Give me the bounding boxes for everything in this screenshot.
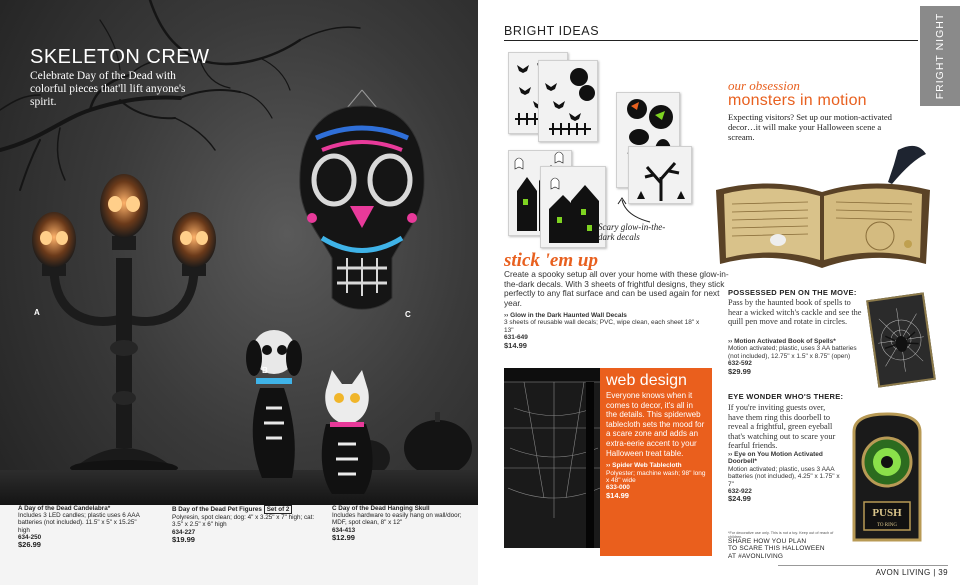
- section-tab-label: FRIGHT NIGHT: [934, 12, 946, 100]
- product-price: $14.99: [606, 490, 629, 500]
- caption-hanging-skull: [332, 505, 466, 541]
- right-page: [478, 0, 960, 585]
- product-item-number: 631-649: [504, 334, 528, 342]
- book-of-spells-image: [712, 140, 934, 275]
- hanging-skull-image: [292, 88, 432, 328]
- spellbook-closed-image: [866, 292, 936, 387]
- candelabra-image: [14, 168, 234, 498]
- product-price: $24.99: [728, 494, 751, 504]
- product-name: ›› Spider Web Tablecloth: [606, 462, 682, 470]
- caption-price: $26.99: [18, 540, 41, 550]
- web-section-title: web design: [606, 372, 687, 389]
- product-desc: Polyester; machine wash; 98" long x 48" wide: [606, 469, 706, 484]
- caption-item-number: 634-413: [332, 526, 356, 534]
- caption-name: B Day of the Dead Pet Figures: [172, 506, 262, 513]
- marker-b: B: [262, 366, 268, 375]
- product-desc: 3 sheets of reusable wall decals; PVC, wipe clean, each sheet 18" x 13": [504, 319, 700, 334]
- eye-body: If you're inviting guests over, have them ring this doorbell to reveal a frightful, green eyeball that's watching out to scare your fearful friends.: [728, 403, 836, 451]
- product-desc: Motion activated; plastic, uses 3 AA batteries (not included), 12.75" x 1.5" x 8.75" (open): [728, 345, 857, 360]
- caption-item-number: 634-227: [172, 528, 196, 536]
- eye-doorbell-image: [844, 408, 930, 548]
- product-price: $14.99: [504, 340, 527, 350]
- bat-decals-graphic: [539, 61, 599, 143]
- cat-figure-image: [312, 364, 382, 504]
- share-callout: [728, 538, 825, 560]
- footer-divider: [778, 565, 948, 566]
- set-badge: Set of 2: [264, 505, 293, 514]
- doorbell-ring-label: TO RING: [876, 523, 898, 528]
- product-item-number: 632-592: [728, 360, 752, 368]
- pen-heading: POSSESSED PEN ON THE MOVE:: [728, 288, 857, 297]
- caption-name: A Day of the Dead Candelabra*: [18, 505, 111, 512]
- marker-a: A: [34, 308, 40, 317]
- stick-section-title: stick 'em up: [504, 250, 598, 271]
- decals-product-info: [504, 312, 704, 349]
- caption-pet-figures: [172, 505, 318, 543]
- pen-body: Pass by the haunted book of spells to hear a wicked witch's cackle and see the quill pen move and rotate in circles.: [728, 298, 862, 327]
- tablecloth-product-info: [606, 462, 706, 499]
- doorbell-graphic: [844, 408, 930, 548]
- caption-desc: Includes hardware to easily hang on wall/door; MDF, spot clean, 8" x 12": [332, 512, 462, 527]
- eye-heading: EYE WONDER WHO'S THERE:: [728, 392, 844, 401]
- product-name: ›› Eye on You Motion Activated Doorbell*: [728, 451, 823, 466]
- product-desc: Motion activated; plastic, uses 3 AAA batteries (not included), 4.25" x 1.75" x 7": [728, 465, 840, 488]
- product-item-number: 632-922: [728, 488, 752, 496]
- caption-name: C Day of the Dead Hanging Skull: [332, 505, 430, 512]
- caption-price: $12.99: [332, 532, 355, 542]
- web-design-panel: [600, 368, 712, 556]
- section-header: BRIGHT IDEAS: [504, 24, 600, 38]
- obsession-body: Expecting visitors? Set up our motion-activated decor…it will make your Halloween scene a scream.: [728, 112, 892, 142]
- caption-item-number: 634-250: [18, 533, 42, 541]
- caption-desc: Includes 3 LED candles; plastic uses 6 AAA batteries (not included). 11.5" x 5" x 15.25" high: [18, 512, 140, 534]
- marker-c: C: [405, 310, 411, 319]
- spider-icon: [868, 295, 933, 386]
- share-line: SHARE HOW YOU PLAN: [728, 538, 807, 545]
- product-name: ›› Glow in the Dark Haunted Wall Decals: [504, 312, 627, 319]
- spiderweb-tablecloth-image: [504, 368, 604, 548]
- decal-sheet-haunted-house: [540, 166, 606, 248]
- caption-candelabra: [18, 505, 144, 548]
- share-line: TO SCARE THIS HALLOWEEN: [728, 545, 825, 553]
- spiderweb-graphic: [504, 368, 604, 548]
- caption-desc: Polyresin, spot clean; dog: 4" x 3.25" x 7" high; cat: 3.5" x 2.5" x 6" high: [172, 514, 315, 529]
- decals-note: Scary glow-in-the-dark decals: [598, 222, 666, 242]
- section-tab: [920, 6, 960, 106]
- obsession-title: monsters in motion: [728, 92, 867, 109]
- dog-figure-image: [232, 318, 312, 488]
- web-section-body: Everyone knows when it comes to decor, it's all in the details. This spiderweb tablecloth sets the mood for a scare zone and adds an extra-eerie accent to your Halloween treat table.: [606, 391, 705, 458]
- product-name: ›› Motion Activated Book of Spells*: [728, 338, 836, 345]
- obsession-kicker: our obsession: [728, 78, 800, 93]
- caption-price: $19.99: [172, 534, 195, 544]
- left-page-subtitle: Celebrate Day of the Dead with colorful pieces that'll lift anyone's spirit.: [30, 70, 186, 108]
- stick-section-body: Create a spooky setup all over your home with these glow-in-the-dark decals. With 3 sheets of frightful designs, they stick perfectly to any flat surface and can be used again for next year.: [504, 269, 729, 308]
- left-page-title: SKELETON CREW: [30, 46, 210, 68]
- header-divider: [504, 40, 918, 41]
- doorbell-product-info: [728, 451, 840, 503]
- page-footer: AVON LIVING | 39: [875, 568, 948, 577]
- product-item-number: 633-000: [606, 484, 630, 492]
- decal-sheet-bats-2: [538, 60, 598, 142]
- left-page: [0, 0, 478, 585]
- doorbell-push-label: PUSH: [872, 507, 902, 519]
- spellbook-product-info: [728, 338, 864, 375]
- share-line: AT #AVONLIVING: [728, 552, 784, 560]
- fine-print: *For decorative use only. This is not a toy. Keep out of reach of children.: [728, 531, 834, 539]
- product-price: $29.99: [728, 366, 751, 376]
